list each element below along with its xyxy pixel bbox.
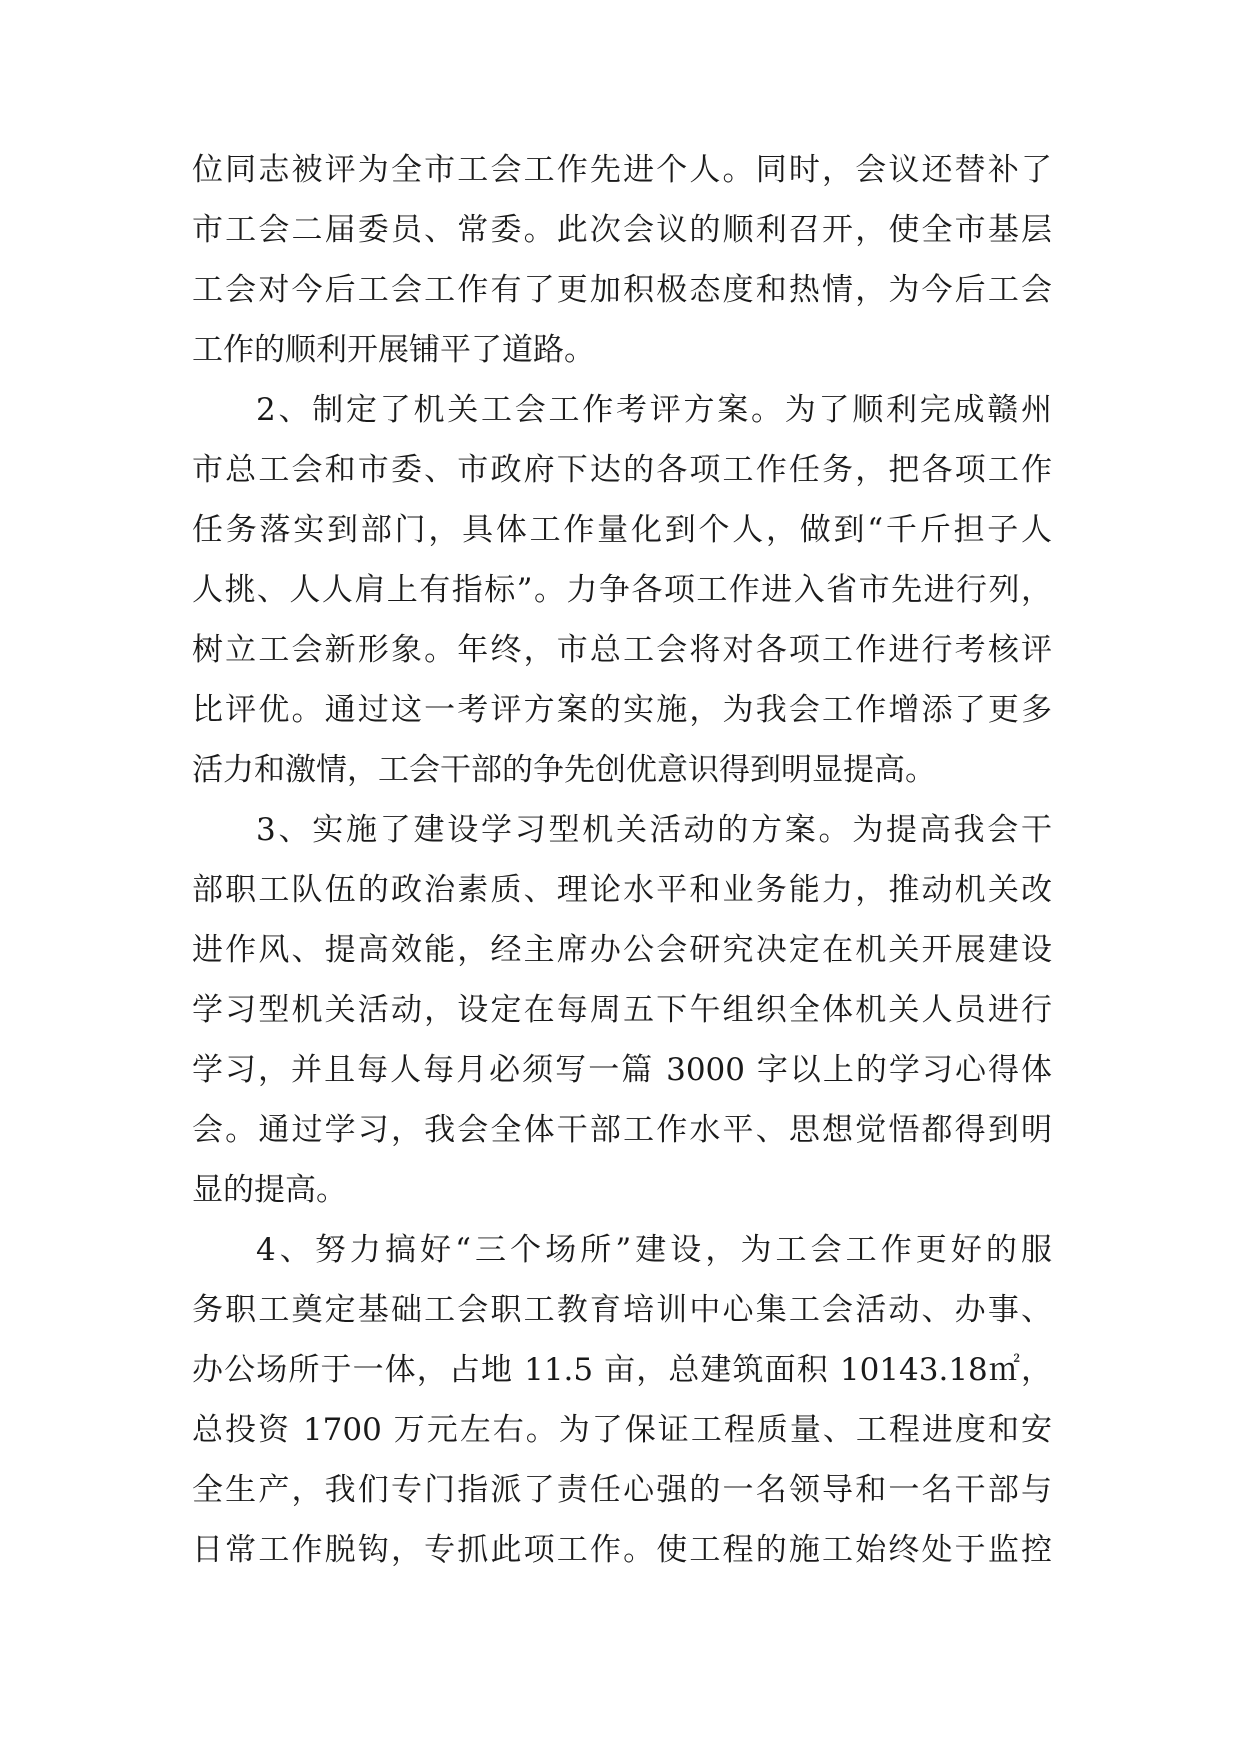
text-line: 比评优。通过这一考评方案的实施，为我会工作增添了更多 — [192, 692, 1052, 728]
document-body — [192, 140, 1052, 1580]
text-line: 总投资 1700 万元左右。为了保证工程质量、工程进度和安 — [192, 1412, 1052, 1448]
text-line: 人挑、人人肩上有指标”。力争各项工作进入省市先进行列， — [192, 572, 1052, 608]
text-line: 会。通过学习，我会全体干部工作水平、思想觉悟都得到明 — [192, 1112, 1052, 1148]
text-line: 市总工会和市委、市政府下达的各项工作任务，把各项工作 — [192, 452, 1052, 488]
text-line: 显的提高。 — [192, 1172, 347, 1208]
text-line: 工作的顺利开展铺平了道路。 — [192, 332, 595, 368]
text-line: 日常工作脱钩，专抓此项工作。使工程的施工始终处于监控 — [192, 1532, 1052, 1568]
paragraph-item-2 — [192, 380, 1052, 800]
text-line: 部职工队伍的政治素质、理论水平和业务能力，推动机关改 — [192, 872, 1052, 908]
text-line: 2、制定了机关工会工作考评方案。为了顺利完成赣州 — [256, 392, 1052, 428]
text-line: 全生产，我们专门指派了责任心强的一名领导和一名干部与 — [192, 1472, 1052, 1508]
text-line: 活力和激情，工会干部的争先创优意识得到明显提高。 — [192, 752, 936, 788]
text-line: 务职工奠定基础工会职工教育培训中心集工会活动、办事、 — [192, 1292, 1052, 1328]
text-line: 4、努力搞好“三个场所”建设，为工会工作更好的服 — [256, 1232, 1052, 1268]
text-line: 任务落实到部门，具体工作量化到个人，做到“千斤担子人 — [192, 512, 1052, 548]
text-line: 市工会二届委员、常委。此次会议的顺利召开，使全市基层 — [192, 212, 1052, 248]
text-line: 办公场所于一体，占地 11.5 亩，总建筑面积 10143.18㎡， — [192, 1352, 1052, 1388]
text-line: 位同志被评为全市工会工作先进个人。同时，会议还替补了 — [192, 152, 1052, 188]
text-line: 工会对今后工会工作有了更加积极态度和热情，为今后工会 — [192, 272, 1052, 308]
text-line: 学习，并且每人每月必须写一篇 3000 字以上的学习心得体 — [192, 1052, 1052, 1088]
paragraph-item-4 — [192, 1220, 1052, 1580]
text-line: 学习型机关活动，设定在每周五下午组织全体机关人员进行 — [192, 992, 1052, 1028]
text-line: 3、实施了建设学习型机关活动的方案。为提高我会干 — [256, 812, 1052, 848]
text-line: 树立工会新形象。年终，市总工会将对各项工作进行考核评 — [192, 632, 1052, 668]
paragraph-continued — [192, 140, 1052, 380]
text-line: 进作风、提高效能，经主席办公会研究决定在机关开展建设 — [192, 932, 1052, 968]
paragraph-item-3 — [192, 800, 1052, 1220]
